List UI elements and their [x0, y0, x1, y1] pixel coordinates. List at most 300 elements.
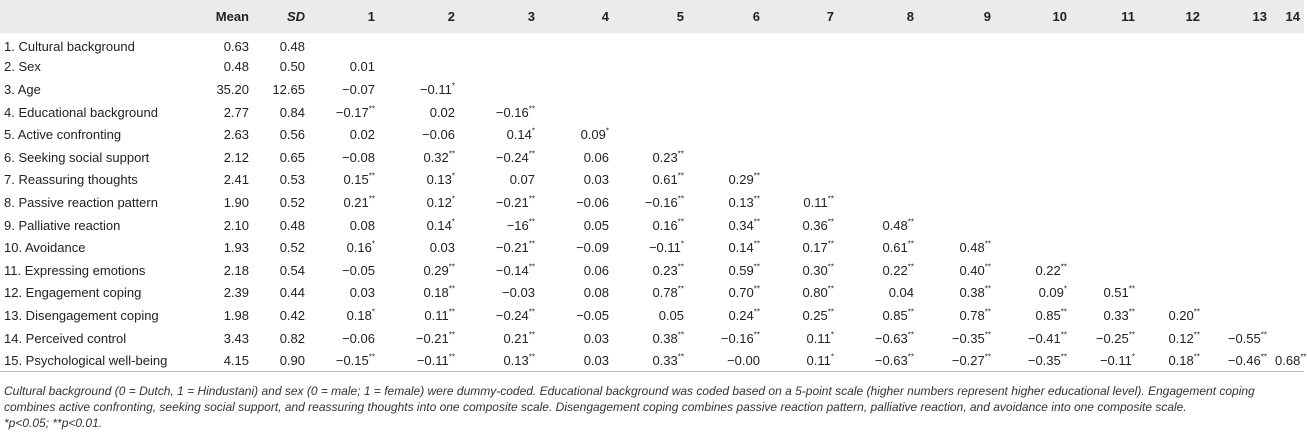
table-cell	[764, 101, 838, 124]
row-label: 8. Passive reaction pattern	[4, 194, 158, 210]
row-label: 1. Cultural background	[4, 38, 135, 54]
table-cell	[613, 33, 688, 56]
table-cell: 0.06	[583, 149, 609, 165]
significance-marker: **	[1128, 307, 1135, 317]
table-cell: 0.29**	[728, 172, 760, 188]
table-cell: −0.16**	[495, 104, 535, 120]
table-cell	[995, 101, 1071, 124]
table-cell: 0.02	[429, 104, 455, 120]
table-row	[0, 282, 1304, 305]
significance-marker: **	[984, 330, 991, 340]
significance-marker: *	[371, 239, 375, 249]
table-cell: 0.25**	[802, 307, 834, 323]
table-cell	[1139, 101, 1204, 124]
table-cell: 0.51**	[1103, 285, 1135, 301]
table-cell	[1271, 304, 1304, 327]
table-cell: 0.61**	[652, 172, 684, 188]
table-cell	[838, 169, 918, 192]
table-cell: 0.22**	[1035, 262, 1067, 278]
significance-marker: **	[907, 262, 914, 272]
table-cell	[918, 169, 995, 192]
table-cell: 0.05	[658, 307, 684, 323]
table-cell: 0.59**	[728, 262, 760, 278]
significance-marker: **	[753, 239, 760, 249]
significance-marker: **	[827, 239, 834, 249]
header-col-5: 3	[527, 9, 535, 24]
significance-marker: **	[677, 194, 684, 204]
table-cell: −16**	[506, 217, 535, 233]
table-cell: 0.63	[223, 38, 249, 54]
table-cell	[995, 169, 1071, 192]
table-cell: −0.63**	[838, 349, 918, 372]
table-cell	[1204, 259, 1271, 282]
table-cell	[838, 146, 918, 169]
table-cell: 0.11**	[803, 194, 834, 210]
table-cell	[459, 56, 539, 79]
table-cell: 0.65	[279, 149, 305, 165]
row-label: 5. Active confronting	[4, 127, 122, 143]
table-cell: 0.56	[279, 127, 305, 143]
significance-marker: **	[907, 330, 914, 340]
significance-marker: *	[830, 330, 834, 340]
table-cell	[539, 33, 613, 56]
table-cell	[1139, 123, 1204, 146]
table-cell: 0.06	[583, 262, 609, 278]
table-cell: 0.61**	[882, 239, 914, 256]
significance-marker: **	[528, 239, 535, 249]
table-cell: −0.21**	[495, 239, 535, 256]
significance-marker: **	[528, 352, 535, 362]
table-cell: −0.21**	[495, 194, 535, 210]
table-cell	[1071, 78, 1139, 101]
table-cell: 35.20	[216, 81, 249, 97]
table-cell	[539, 56, 613, 79]
table-cell	[1271, 236, 1304, 259]
table-cell: −0.07	[342, 81, 375, 97]
table-row	[0, 349, 1304, 372]
table-cell: 0.03	[349, 285, 375, 301]
table-cell: −0.16**	[720, 330, 760, 346]
header-col-2: SD	[286, 9, 305, 24]
table-cell	[1071, 33, 1139, 56]
significance-marker: **	[827, 217, 834, 227]
header-col-7: 5	[676, 9, 684, 24]
table-cell	[688, 78, 764, 101]
table-cell	[838, 123, 918, 146]
row-label: 2. Sex	[4, 59, 41, 75]
table-cell: 0.14*	[426, 217, 455, 233]
significance-marker: **	[907, 217, 914, 227]
table-cell	[995, 33, 1071, 56]
table-cell	[379, 56, 459, 79]
row-label: 3. Age	[4, 81, 41, 97]
table-cell: 0.70**	[728, 285, 760, 301]
significance-marker: **	[448, 307, 455, 317]
table-cell	[1271, 78, 1304, 101]
table-cell: −0.55**	[1227, 330, 1267, 346]
table-cell: −0.09	[576, 240, 609, 256]
significance-marker: **	[448, 352, 455, 362]
table-row	[0, 304, 1304, 327]
significance-marker: **	[753, 172, 760, 182]
significance-marker: **	[984, 307, 991, 317]
table-cell	[1204, 33, 1271, 56]
table-cell	[1139, 78, 1204, 101]
table-cell: −0.46**	[1204, 349, 1271, 372]
table-cell: 0.68**	[1271, 349, 1304, 372]
table-cell: 0.23**	[652, 149, 684, 165]
table-cell	[1204, 146, 1271, 169]
significance-marker: *	[605, 126, 609, 136]
table-cell: 0.90	[253, 349, 309, 372]
table-cell: −0.27**	[918, 349, 995, 372]
table-cell: 0.13*	[426, 172, 455, 188]
table-cell: 0.40**	[959, 262, 991, 278]
table-cell	[838, 56, 918, 79]
table-footnote	[4, 383, 1300, 431]
table-cell	[1139, 146, 1204, 169]
significance-marker: *	[451, 217, 455, 227]
table-cell	[1204, 78, 1271, 101]
table-cell: 0.84	[279, 104, 305, 120]
table-cell	[1139, 169, 1204, 192]
significance-marker: **	[677, 330, 684, 340]
table-cell: 2.10	[223, 217, 249, 233]
table-cell	[1204, 123, 1271, 146]
table-cell	[918, 123, 995, 146]
header-col-1: Mean	[215, 9, 249, 24]
table-cell: 0.24**	[728, 307, 760, 323]
header-col-10: 8	[906, 9, 914, 24]
table-cell	[379, 33, 459, 56]
table-row	[0, 56, 1304, 79]
table-cell	[688, 33, 764, 56]
table-cell: 0.18**	[423, 285, 455, 301]
table-cell	[918, 56, 995, 79]
table-cell: 0.14**	[728, 239, 760, 256]
row-label: 13. Disengagement coping	[4, 307, 159, 323]
table-row	[0, 236, 1304, 259]
significance-marker: **	[448, 149, 455, 159]
table-cell: 0.09*	[580, 126, 609, 143]
table-cell	[539, 101, 613, 124]
table-cell: 0.52	[279, 194, 305, 210]
table-cell	[918, 78, 995, 101]
table-cell: 0.12*	[426, 194, 455, 210]
table-cell	[1071, 146, 1139, 169]
table-cell	[1139, 236, 1204, 259]
table-row	[0, 123, 1304, 146]
table-cell	[1271, 123, 1304, 146]
header-col-13: 11	[1121, 9, 1135, 24]
table-cell: 0.08	[583, 285, 609, 301]
table-cell: 2.77	[223, 104, 249, 120]
header-col-11: 9	[983, 9, 991, 24]
table-cell	[613, 56, 688, 79]
table-cell: 0.18**	[1139, 349, 1204, 372]
significance-marker: **	[448, 285, 455, 294]
table-cell: 0.48	[279, 38, 305, 54]
significance-marker: **	[448, 330, 455, 340]
significance-marker: **	[1060, 307, 1067, 317]
table-cell	[995, 123, 1071, 146]
table-cell: 0.36**	[802, 217, 834, 233]
table-cell: 0.18*	[346, 307, 375, 323]
table-cell: 0.03	[539, 349, 613, 372]
significance-marker: **	[984, 352, 991, 362]
table-cell: 0.33**	[613, 349, 688, 372]
table-cell: 4.15	[196, 349, 253, 372]
table-cell: −0.14**	[495, 262, 535, 278]
significance-marker: *	[371, 307, 375, 317]
table-cell	[1271, 33, 1304, 56]
footnote-significance: *p<0.05; **p<0.01.	[4, 416, 103, 430]
table-cell	[1204, 282, 1271, 305]
table-cell	[764, 56, 838, 79]
table-row	[0, 146, 1304, 169]
header-col-3: 1	[367, 9, 375, 24]
significance-marker: **	[753, 262, 760, 272]
significance-marker: **	[827, 262, 834, 272]
significance-marker: **	[528, 307, 535, 317]
table-cell	[995, 191, 1071, 214]
significance-marker: **	[907, 307, 914, 317]
table-cell: −0.11**	[379, 349, 459, 372]
table-cell	[1071, 123, 1139, 146]
table-cell	[838, 78, 918, 101]
significance-marker: **	[753, 217, 760, 227]
significance-marker: **	[677, 262, 684, 272]
significance-marker: **	[677, 285, 684, 294]
header-col-15: 13	[1252, 9, 1267, 24]
table-cell: 0.13**	[728, 194, 760, 210]
row-label: 10. Avoidance	[4, 240, 86, 256]
table-cell: 0.30**	[802, 262, 834, 278]
table-cell	[918, 191, 995, 214]
row-label: 4. Educational background	[4, 104, 158, 120]
significance-marker: **	[677, 352, 684, 362]
table-cell: 0.16**	[652, 217, 684, 233]
significance-marker: **	[753, 285, 760, 294]
table-cell	[459, 33, 539, 56]
significance-marker: **	[528, 217, 535, 227]
significance-marker: *	[1131, 352, 1135, 362]
table-cell: 0.20**	[1168, 307, 1200, 323]
table-cell	[1204, 169, 1271, 192]
table-cell: 0.44	[279, 285, 305, 301]
table-cell: −0.21**	[415, 330, 455, 346]
significance-marker: **	[1060, 330, 1067, 340]
table-cell	[1071, 236, 1139, 259]
significance-marker: **	[528, 194, 535, 204]
table-cell: 1.90	[223, 194, 249, 210]
significance-marker: **	[753, 330, 760, 340]
table-cell: 2.18	[223, 262, 249, 278]
significance-marker: **	[528, 330, 535, 340]
table-cell: −0.05	[342, 262, 375, 278]
table-cell: −0.15**	[309, 349, 379, 372]
table-cell: 0.48	[279, 217, 305, 233]
table-cell	[1271, 214, 1304, 237]
table-cell: 2.63	[223, 127, 249, 143]
significance-marker: **	[827, 285, 834, 294]
table-cell	[1139, 56, 1204, 79]
significance-marker: **	[528, 149, 535, 159]
table-cell	[459, 78, 539, 101]
table-cell	[1204, 191, 1271, 214]
table-cell	[1271, 191, 1304, 214]
table-cell: 2.41	[223, 172, 249, 188]
table-cell: −0.25**	[1095, 330, 1135, 346]
table-cell: 0.04	[888, 285, 914, 301]
significance-marker: **	[368, 172, 375, 182]
significance-marker: **	[448, 262, 455, 272]
table-cell: 0.21**	[343, 194, 375, 210]
table-cell: 0.15**	[343, 172, 375, 188]
header-col-12: 10	[1052, 9, 1067, 24]
table-cell: −0.24**	[495, 307, 535, 323]
table-cell	[764, 146, 838, 169]
table-cell: 0.14*	[506, 126, 535, 143]
table-cell: 0.03	[583, 172, 609, 188]
table-row	[0, 191, 1304, 214]
table-cell	[1204, 236, 1271, 259]
table-cell: 0.03	[429, 240, 455, 256]
table-cell: −0.06	[422, 127, 455, 143]
table-cell: 0.32**	[423, 149, 455, 165]
table-cell	[309, 33, 379, 56]
table-cell: 0.38**	[959, 285, 991, 301]
significance-marker: *	[531, 126, 535, 136]
table-cell	[539, 78, 613, 101]
header-col-14: 12	[1185, 9, 1200, 24]
table-cell: 0.54	[279, 262, 305, 278]
table-cell	[995, 146, 1071, 169]
table-cell: 0.13**	[459, 349, 539, 372]
table-cell	[764, 33, 838, 56]
table-header	[0, 0, 1304, 33]
table-cell	[1204, 304, 1271, 327]
significance-marker: **	[984, 239, 991, 249]
significance-marker: **	[1193, 307, 1200, 317]
significance-marker: **	[368, 352, 375, 362]
significance-marker: **	[1260, 352, 1267, 362]
significance-marker: *	[451, 81, 455, 91]
table-cell	[1139, 191, 1204, 214]
table-cell	[1139, 214, 1204, 237]
table-cell	[838, 191, 918, 214]
table-cell	[613, 78, 688, 101]
significance-marker: **	[753, 194, 760, 204]
table-cell	[1071, 191, 1139, 214]
table-cell: 0.07	[509, 172, 535, 188]
table-cell: 0.23**	[652, 262, 684, 278]
table-cell	[764, 123, 838, 146]
table-cell: −0.63**	[874, 330, 914, 346]
header-col-6: 4	[601, 9, 609, 24]
significance-marker: **	[907, 352, 914, 362]
significance-marker: **	[677, 172, 684, 182]
table-cell	[613, 101, 688, 124]
table-cell	[1071, 101, 1139, 124]
row-label: 15. Psychological well-being	[0, 349, 196, 372]
table-cell: 0.29**	[423, 262, 455, 278]
table-cell	[918, 214, 995, 237]
significance-marker: **	[753, 307, 760, 317]
table-cell: −0.35**	[995, 349, 1071, 372]
table-cell: 0.48**	[959, 239, 991, 256]
table-cell: −0.06	[576, 194, 609, 210]
significance-marker: **	[677, 217, 684, 227]
row-label: 14. Perceived control	[4, 330, 127, 346]
row-label: 9. Palliative reaction	[4, 217, 121, 233]
significance-marker: **	[1260, 330, 1267, 340]
table-cell: 0.11*	[806, 330, 834, 346]
table-cell: −0.00	[688, 349, 764, 372]
significance-marker: **	[1300, 352, 1307, 362]
table-cell: −0.11*	[419, 81, 455, 97]
table-row	[0, 78, 1304, 101]
table-cell	[995, 236, 1071, 259]
significance-marker: *	[1063, 285, 1067, 294]
significance-marker: **	[1060, 262, 1067, 272]
significance-marker: **	[1128, 285, 1135, 294]
table-cell	[1204, 56, 1271, 79]
table-cell: 0.85**	[1035, 307, 1067, 323]
table-cell: −0.11*	[648, 239, 684, 256]
table-cell: −0.05	[576, 307, 609, 323]
table-row	[0, 214, 1304, 237]
footnote-description: Cultural background (0 = Dutch, 1 = Hindustani) and sex (0 = male; 1 = female) were dummy-coded. Educational background was coded based on a 5-point scale (higher numbers represent higher educational level). Engagement coping combines active confronting, seeking social support, and reassuring thoughts into one composite scale. Disengagement coping combines passive reaction pattern, palliative reaction, and avoidance into one composite scale.	[4, 384, 1255, 414]
significance-marker: **	[1060, 352, 1067, 362]
significance-marker: **	[984, 285, 991, 294]
significance-marker: *	[680, 239, 684, 249]
header-row	[0, 0, 1304, 33]
table-cell	[995, 78, 1071, 101]
significance-marker: **	[1128, 330, 1135, 340]
table-cell	[1271, 56, 1304, 79]
table-cell	[688, 123, 764, 146]
significance-marker: **	[528, 104, 535, 114]
table-cell	[1071, 214, 1139, 237]
table-row	[0, 101, 1304, 124]
table-cell: 0.53	[279, 172, 305, 188]
table-cell: 3.43	[223, 330, 249, 346]
table-cell: 0.50	[279, 59, 305, 75]
header-col-8: 6	[752, 9, 760, 24]
table-cell: 0.01	[349, 59, 375, 75]
table-cell: 0.21**	[503, 330, 535, 346]
table-cell: 0.08	[349, 217, 375, 233]
table-cell: 1.98	[223, 307, 249, 323]
table-cell: −0.41**	[1027, 330, 1067, 346]
table-cell: 0.78**	[652, 285, 684, 301]
table-cell: 0.82	[279, 330, 305, 346]
table-cell	[1271, 327, 1304, 350]
table-cell	[1271, 169, 1304, 192]
row-label: 7. Reassuring thoughts	[4, 172, 138, 188]
table-cell: −0.35**	[951, 330, 991, 346]
table-cell: 0.17**	[802, 239, 834, 256]
header-variable	[0, 0, 196, 33]
table-cell	[995, 56, 1071, 79]
table-cell: 0.03	[583, 330, 609, 346]
significance-marker: **	[984, 262, 991, 272]
table-cell	[995, 214, 1071, 237]
table-cell: −0.11*	[1071, 349, 1139, 372]
significance-marker: **	[907, 239, 914, 249]
significance-marker: **	[827, 307, 834, 317]
